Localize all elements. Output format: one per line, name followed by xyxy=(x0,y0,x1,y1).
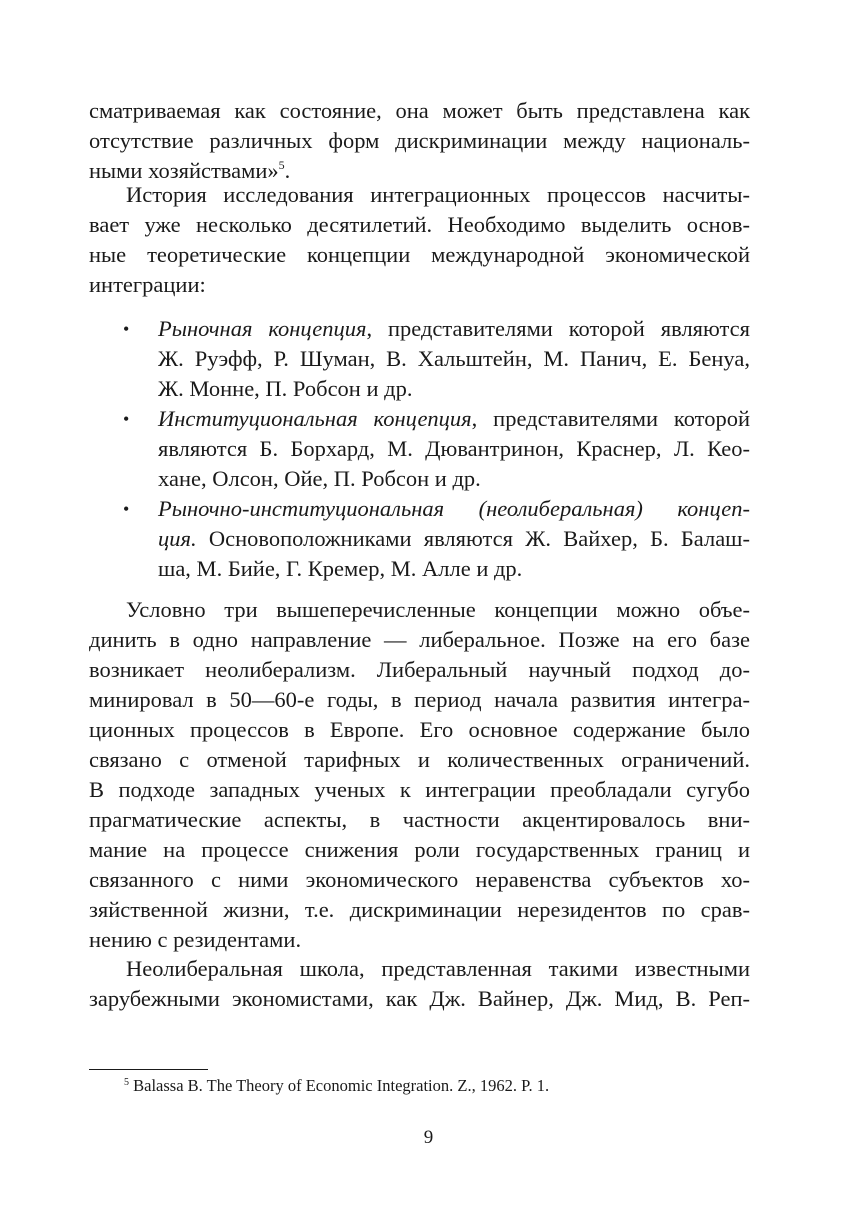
concepts-list xyxy=(89,314,750,584)
text-line xyxy=(89,494,750,524)
text-line: отсутствие различных форм дискриминации между националь- xyxy=(89,128,750,153)
text-line: интеграции: xyxy=(89,272,206,297)
footnote xyxy=(124,1075,549,1097)
text-line: возникает неолиберализм. Либеральный научный подход до- xyxy=(89,657,750,682)
text-line: Ж. Монне, П. Робсон и др. xyxy=(158,376,413,401)
text-line: хане, Олсон, Ойе, П. Робсон и др. xyxy=(158,466,481,491)
bullet-marker: • xyxy=(123,409,130,429)
text-line xyxy=(89,404,750,434)
text-line: являются Б. Борхард, М. Дювантринон, Краснер, Л. Кео- xyxy=(158,436,750,461)
text-line: История исследования интеграционных процессов насчиты- xyxy=(126,182,750,207)
bullet-marker: • xyxy=(123,499,130,519)
text-line: прагматические аспекты, в частности акцентировалось вни- xyxy=(89,807,750,832)
bullet-marker: • xyxy=(123,319,130,339)
text-line: сматриваемая как состояние, она может быть представлена как xyxy=(89,98,750,123)
text-line: зарубежными экономистами, как Дж. Вайнер, Дж. Мид, В. Реп- xyxy=(89,986,750,1011)
text-line: Ж. Руэфф, Р. Шуман, В. Хальштейн, М. Панич, Е. Бенуа, xyxy=(158,346,750,371)
text-line: связано с отменой тарифных и количественных ограничений. xyxy=(89,747,750,772)
concept-term: Рыночная концепция xyxy=(158,316,367,341)
text-line: Неолиберальная школа, представленная такими известными xyxy=(126,956,750,981)
concept-term: Рыночно-институциональная (неолиберальная) концеп- xyxy=(158,496,750,521)
text-line: ционных процессов в Европе. Его основное содержание было xyxy=(89,717,750,742)
text-line xyxy=(89,524,750,554)
text-line: вает уже несколько десятилетий. Необходимо выделить основ- xyxy=(89,212,750,237)
text-line: Условно три вышеперечисленные концепции можно объе- xyxy=(126,597,750,622)
paragraph-neoliberal xyxy=(89,954,750,1014)
concept-term: ция. xyxy=(158,526,197,551)
text-line: нению с резидентами. xyxy=(89,927,302,952)
text-span: , представителями которой являются xyxy=(366,316,750,341)
text-span: . xyxy=(284,158,291,183)
paragraph-liberal xyxy=(89,595,750,955)
concept-term: Институциональная концепция xyxy=(158,406,472,431)
list-item xyxy=(89,314,750,404)
page-number: 9 xyxy=(423,1127,434,1148)
text-span: ными хозяйствами» xyxy=(89,158,279,183)
paragraph-continuation xyxy=(89,96,750,186)
text-span: , представителями которой xyxy=(471,406,751,431)
footnote-reference: 5 xyxy=(278,158,285,172)
text-line: ные теоретические концепции международной экономической xyxy=(89,242,750,267)
text-line: связанного с ними экономического неравенства субъектов хо- xyxy=(89,867,750,892)
text-line xyxy=(89,314,750,344)
text-line: минировал в 50—60-е годы, в период начала развития интегра- xyxy=(89,687,750,712)
footnote-text: Balassa B. The Theory of Economic Integration. Z., 1962. P. 1. xyxy=(129,1076,550,1095)
text-span: Основоположниками являются Ж. Вайхер, Б. Балаш- xyxy=(196,526,750,551)
text-line: зяйственной жизни, т.е. дискриминации нерезидентов по срав- xyxy=(89,897,750,922)
footnote-marker: 5 xyxy=(124,1077,129,1088)
list-item xyxy=(89,404,750,494)
footnote-separator xyxy=(89,1069,208,1070)
text-line: ша, М. Бийе, Г. Кремер, М. Алле и др. xyxy=(158,556,523,581)
paragraph-history xyxy=(89,180,750,300)
text-line: В подходе западных ученых к интеграции преобладали сугубо xyxy=(89,777,750,802)
text-line: мание на процессе снижения роли государственных границ и xyxy=(89,837,750,862)
list-item xyxy=(89,494,750,584)
text-line: динить в одно направление — либеральное. Позже на его базе xyxy=(89,627,750,652)
